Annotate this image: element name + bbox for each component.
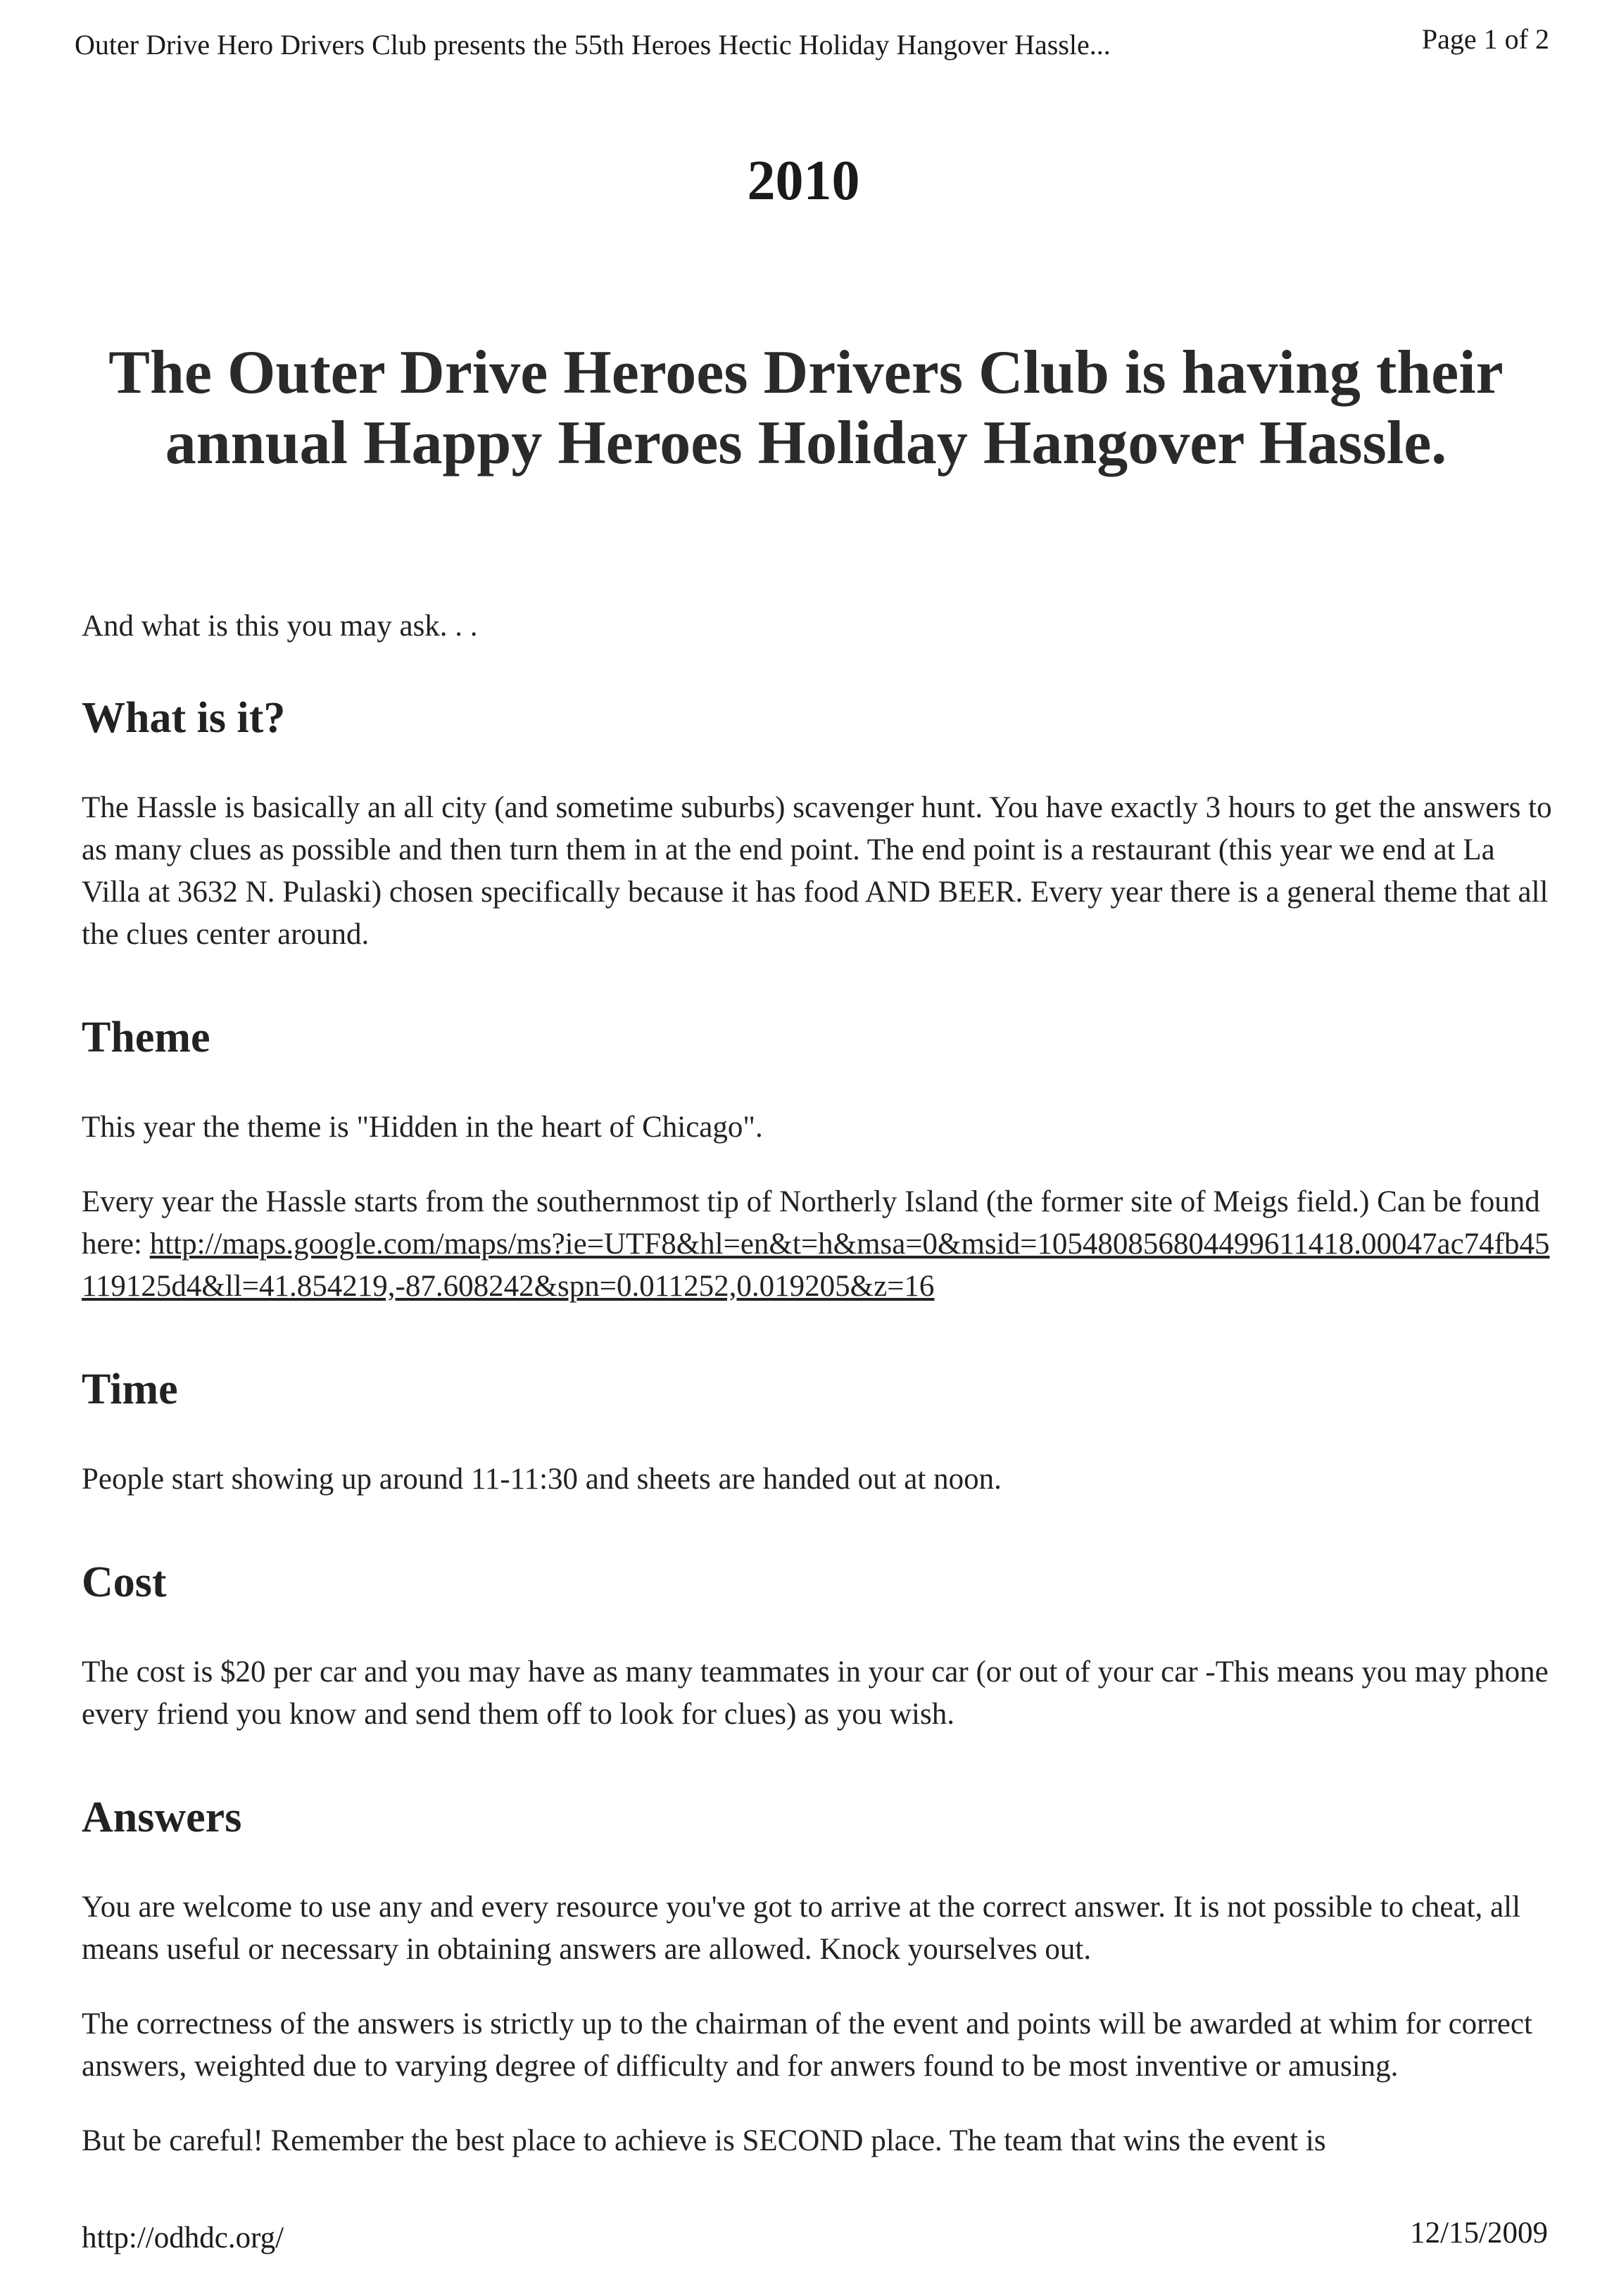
answers-paragraph-3: But be careful! Remember the best place to achieve is SECOND place. The team that wins the event is <box>82 2124 1326 2157</box>
cost-paragraph: The cost is $20 per car and you may have as many teammates in your car (or out of your car -This means you may phone every friend you know and send them off to look for clues) as you wish. <box>82 1655 1549 1731</box>
print-header-title: Outer Drive Hero Drivers Club presents the 55th Heroes Hectic Holiday Hangover Hassle... <box>75 29 1111 61</box>
section-heading-theme: Theme <box>82 1014 210 1061</box>
start-location-text: Every year the Hassle starts from the southernmost tip of Northerly Island (the former site of Meigs field.) Can be found here: <box>82 1185 1540 1261</box>
start-location-paragraph <box>82 1181 1553 1308</box>
section-heading-time: Time <box>82 1365 178 1413</box>
answers-paragraph-2: The correctness of the answers is strictly up to the chairman of the event and points will be awarded at whim for correct answers, weighted due to varying degree of difficulty and for anwers found to be most inventive or amusing. <box>82 2007 1532 2083</box>
google-maps-link[interactable]: http://maps.google.com/maps/ms?ie=UTF8&hl=en&t=h&msa=0&msid=105480856804499611418.00047ac74fb45119125d4&ll=41.854219,-87.608242&spn=0.011252,0.019205&z=16 <box>82 1228 1550 1303</box>
footer-url: http://odhdc.org/ <box>82 2221 284 2254</box>
what-paragraph: The Hassle is basically an all city (and sometime suburbs) scavenger hunt. You have exactly 3 hours to get the answers to as many clues as possible and then turn them in at the end point. The end point is a restaurant (this year we end at La Villa at 3632 N. Pulaski) chosen specifically because it has food AND BEER. Every year there is a general theme that all the clues center around. <box>82 791 1552 951</box>
main-title: The Outer Drive Heroes Drivers Club is having their annual Happy Heroes Holiday Hangover Hassle. <box>108 339 1504 477</box>
page-content <box>82 605 1553 2162</box>
section-heading-what: What is it? <box>82 694 286 742</box>
intro-text: And what is this you may ask. . . <box>82 610 478 643</box>
theme-paragraph: This year the theme is "Hidden in the heart of Chicago". <box>82 1111 763 1144</box>
year-heading: 2010 <box>747 150 860 212</box>
section-heading-answers: Answers <box>82 1793 242 1841</box>
footer-date: 12/15/2009 <box>1410 2216 1548 2250</box>
page-number: Page 1 of 2 <box>1421 23 1549 55</box>
time-paragraph: People start showing up around 11-11:30 and sheets are handed out at noon. <box>82 1463 1002 1496</box>
section-heading-cost: Cost <box>82 1558 167 1606</box>
answers-paragraph-1: You are welcome to use any and every resource you've got to arrive at the correct answer. It is not possible to cheat, all means useful or necessary in obtaining answers are allowed. Knock yourselves out. <box>82 1891 1521 1966</box>
